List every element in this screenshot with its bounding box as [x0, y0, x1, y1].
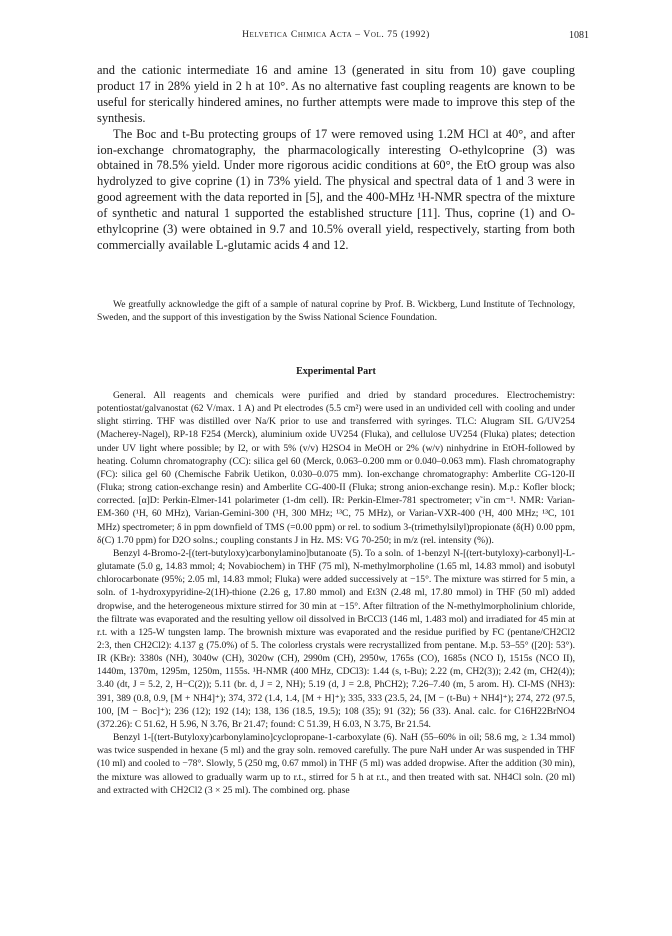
section-title: Experimental Part — [296, 366, 376, 377]
journal-title: Helvetica Chimica Acta – Vol. 75 (1992) — [242, 30, 430, 40]
results-paragraph: The Boc and t-Bu protecting groups of 17 were removed using 1.2M HCl at 40°, and after ion-exchange chromatography, the pharmacologically interesting O-ethylcoprine (3) was obtained in 78.5% yield. Under more rigorous acidic conditions at 60°, the EtO group was also hydrolyzed to give coprine (1) in 73% yield. The physical and spectral data of 1 and 3 were in good agreement with the data reported in [5], and the 400-MHz ¹H-NMR spectra of the mixture of synthetic and natural 1 supported the established structure [11]. Thus, coprine (1) and O-ethylcoprine (3) were obtained in 9.7 and 10.5% overall yield, respectively, starting from both commercially available L-glutamic acids 4 and 12. — [97, 126, 575, 252]
experimental-text — [97, 389, 575, 797]
experimental-paragraph: Benzyl 4-Bromo-2-[(tert-butyloxy)carbonylamino]butanoate (5). To a soln. of 1-benzyl N-[(tert-butyloxy)-carbonyl]-L-glutamate (5.0 g, 14.83 mmol; 4; Novabiochem) in THF (75 ml), N-methylmorpholine (1.65 ml, 14.83 mmol) and isobutyl chlorocarbonate (95%; 2.05 ml, 14.83 mmol; Fluka) were added successively at −15°. The mixture was stirred for 5 min, a soln. of 1-hydroxypyridine-2(1H)-thione (2.26 g, 17.80 mmol) and Et3N (2.48 ml, 17.80 mmol) in THF (50 ml) added dropwise, and the heterogeneous mixture stirred for 30 min at −15°. After filtration of the N-methylmorpholinium chloride, the filtrate was evaporated and the resulting yellow oil dissolved in BrCCl3 (146 ml, 1.483 mol) and irradiated for 45 min at r.t. with a 125-W tungsten lamp. The brownish mixture was evaporated and the residue purified by FC (pentane/CH2Cl2 2:3, then CH2Cl2): 4.137 g (75.0%) of 5. The colorless crystals were recrystallized from pentane. M.p. 53–55° ([20]: 53°). IR (KBr): 3380s (NH), 3040w (CH), 3020w (CH), 2990m (CH), 2950w, 1765s (CO), 1685s (NCO I), 1515s (NCO II), 1440m, 1370m, 1295m, 1250m, 1155s. ¹H-NMR (400 MHz, CDCl3): 1.44 (s, t-Bu); 2.22 (m, CH2(3)); 2.42 (m, CH2(4)); 3.40 (dt, J = 5.2, 2, H−C(2)); 5.11 (br. d, J = 2, NH); 5.19 (d, J = 2.8, PhCH2); 7.26–7.40 (m, 5 arom. H). CI-MS (NH3): 391, 389 (0.8, 0.9, [M + NH4]⁺); 374, 372 (1.4, 1.4, [M + H]⁺); 335, 333 (23.5, 24, [M − (t-Bu) + NH4]⁺); 274, 272 (97.5, 100, [M − Boc]⁺); 236 (12); 192 (14); 138, 136 (18.5, 19.5); 108 (35); 91 (32); 56 (33). Anal. calc. for C16H22BrNO4 (372.26): C 51.62, H 5.96, N 3.76, Br 21.47; found: C 51.39, H 6.03, N 3.75, Br 21.54. — [97, 547, 575, 730]
experimental-paragraph: General. All reagents and chemicals were purified and dried by standard procedures. Electrochemistry: potentiostat/galvanostat (62 V/max. 1 A) and Pt electrodes (5.5 cm²) were used in an undivided cell with cooling and under slight stirring. THF was distilled over Na/K prior to use and transferred with syringes. TLC: Alugram SIL G/UV254 (Macherey-Nagel), RP-18 F254 (Merck), aluminium oxide UV254 (Fluka), and cellulose UV254 (Fluka) plates; detection under UV light where possible; by I2, or with 5% (v/v) H2SO4 in MeOH or 2% (w/v) ninhydrine in EtOH-followed by heating. Column chromatography (CC): silica gel 60 (Merck, 0.063–0.200 mm or 0.040–0.063 mm). Flash chromatography (FC): silica gel 60 (Chemische Fabrik Uetikon, 0.030–0.075 mm). Ion-exchange chromatography: Amberlite CG-120-II (Fluka; strong cation-exchange resin) and Amberlite CG-400-II (Fluka; strong anion-exchange resin). M.p.: Kofler block; corrected. [α]D: Perkin-Elmer-141 polarimeter (1-dm cell). IR: Perkin-Elmer-781 spectrometer; ν̃ in cm⁻¹. NMR: Varian-EM-360 (¹H, 60 MHz), Varian-Gemini-300 (¹H, 300 MHz; ¹³C, 75 MHz), or Varian-VXR-400 (¹H, 400 MHz; ¹³C, 101 MHz) spectrometer; δ in ppm downfield of TMS (=0.00 ppm) or rel. to sodium 3-(trimethylsilyl)propionate (δ(H) 0.00 ppm, δ(C) 1.70 ppm) for D2O solns.; coupling constants J in Hz. MS: VG 70-250; in m/z (rel. intensity (%)). — [97, 390, 575, 546]
page-number: 1081 — [569, 30, 589, 41]
results-paragraph: and the cationic intermediate 16 and amine 13 (generated in situ from 10) gave coupling product 17 in 28% yield in 2 h at 10°. As no alternative fast coupling reagents are known to be useful for sterically hindered amines, no further attempts were made to improve this step of the synthesis. — [97, 63, 575, 125]
acknowledgment-text: We greatfully acknowledge the gift of a sample of natural coprine by Prof. B. Wickberg, Lund Institute of Technology, Sweden, and the support of this investigation by the Swiss National Science Foundation. — [97, 299, 575, 324]
running-head — [0, 30, 672, 44]
results-text — [97, 63, 575, 254]
acknowledgment — [97, 298, 575, 324]
experimental-paragraph: Benzyl 1-[(tert-Butyloxy)carbonylamino]cyclopropane-1-carboxylate (6). NaH (55–60% in oil; 58.6 mg, ≥ 1.34 mmol) was twice suspended in hexane (5 ml) and the gray soln. removed carefully. The pure NaH under Ar was suspended in THF (10 ml) and cooled to −78°. Slowly, 5 (250 mg, 0.67 mmol) in THF (5 ml) was added dropwise. After the addition (30 min), the mixture was allowed to gradually warm up to r.t., stirred for 5 h at r.t., and then treated with sat. NH4Cl soln. (20 ml) and extracted with CH2Cl2 (3 × 25 ml). The combined org. phase — [97, 732, 575, 796]
